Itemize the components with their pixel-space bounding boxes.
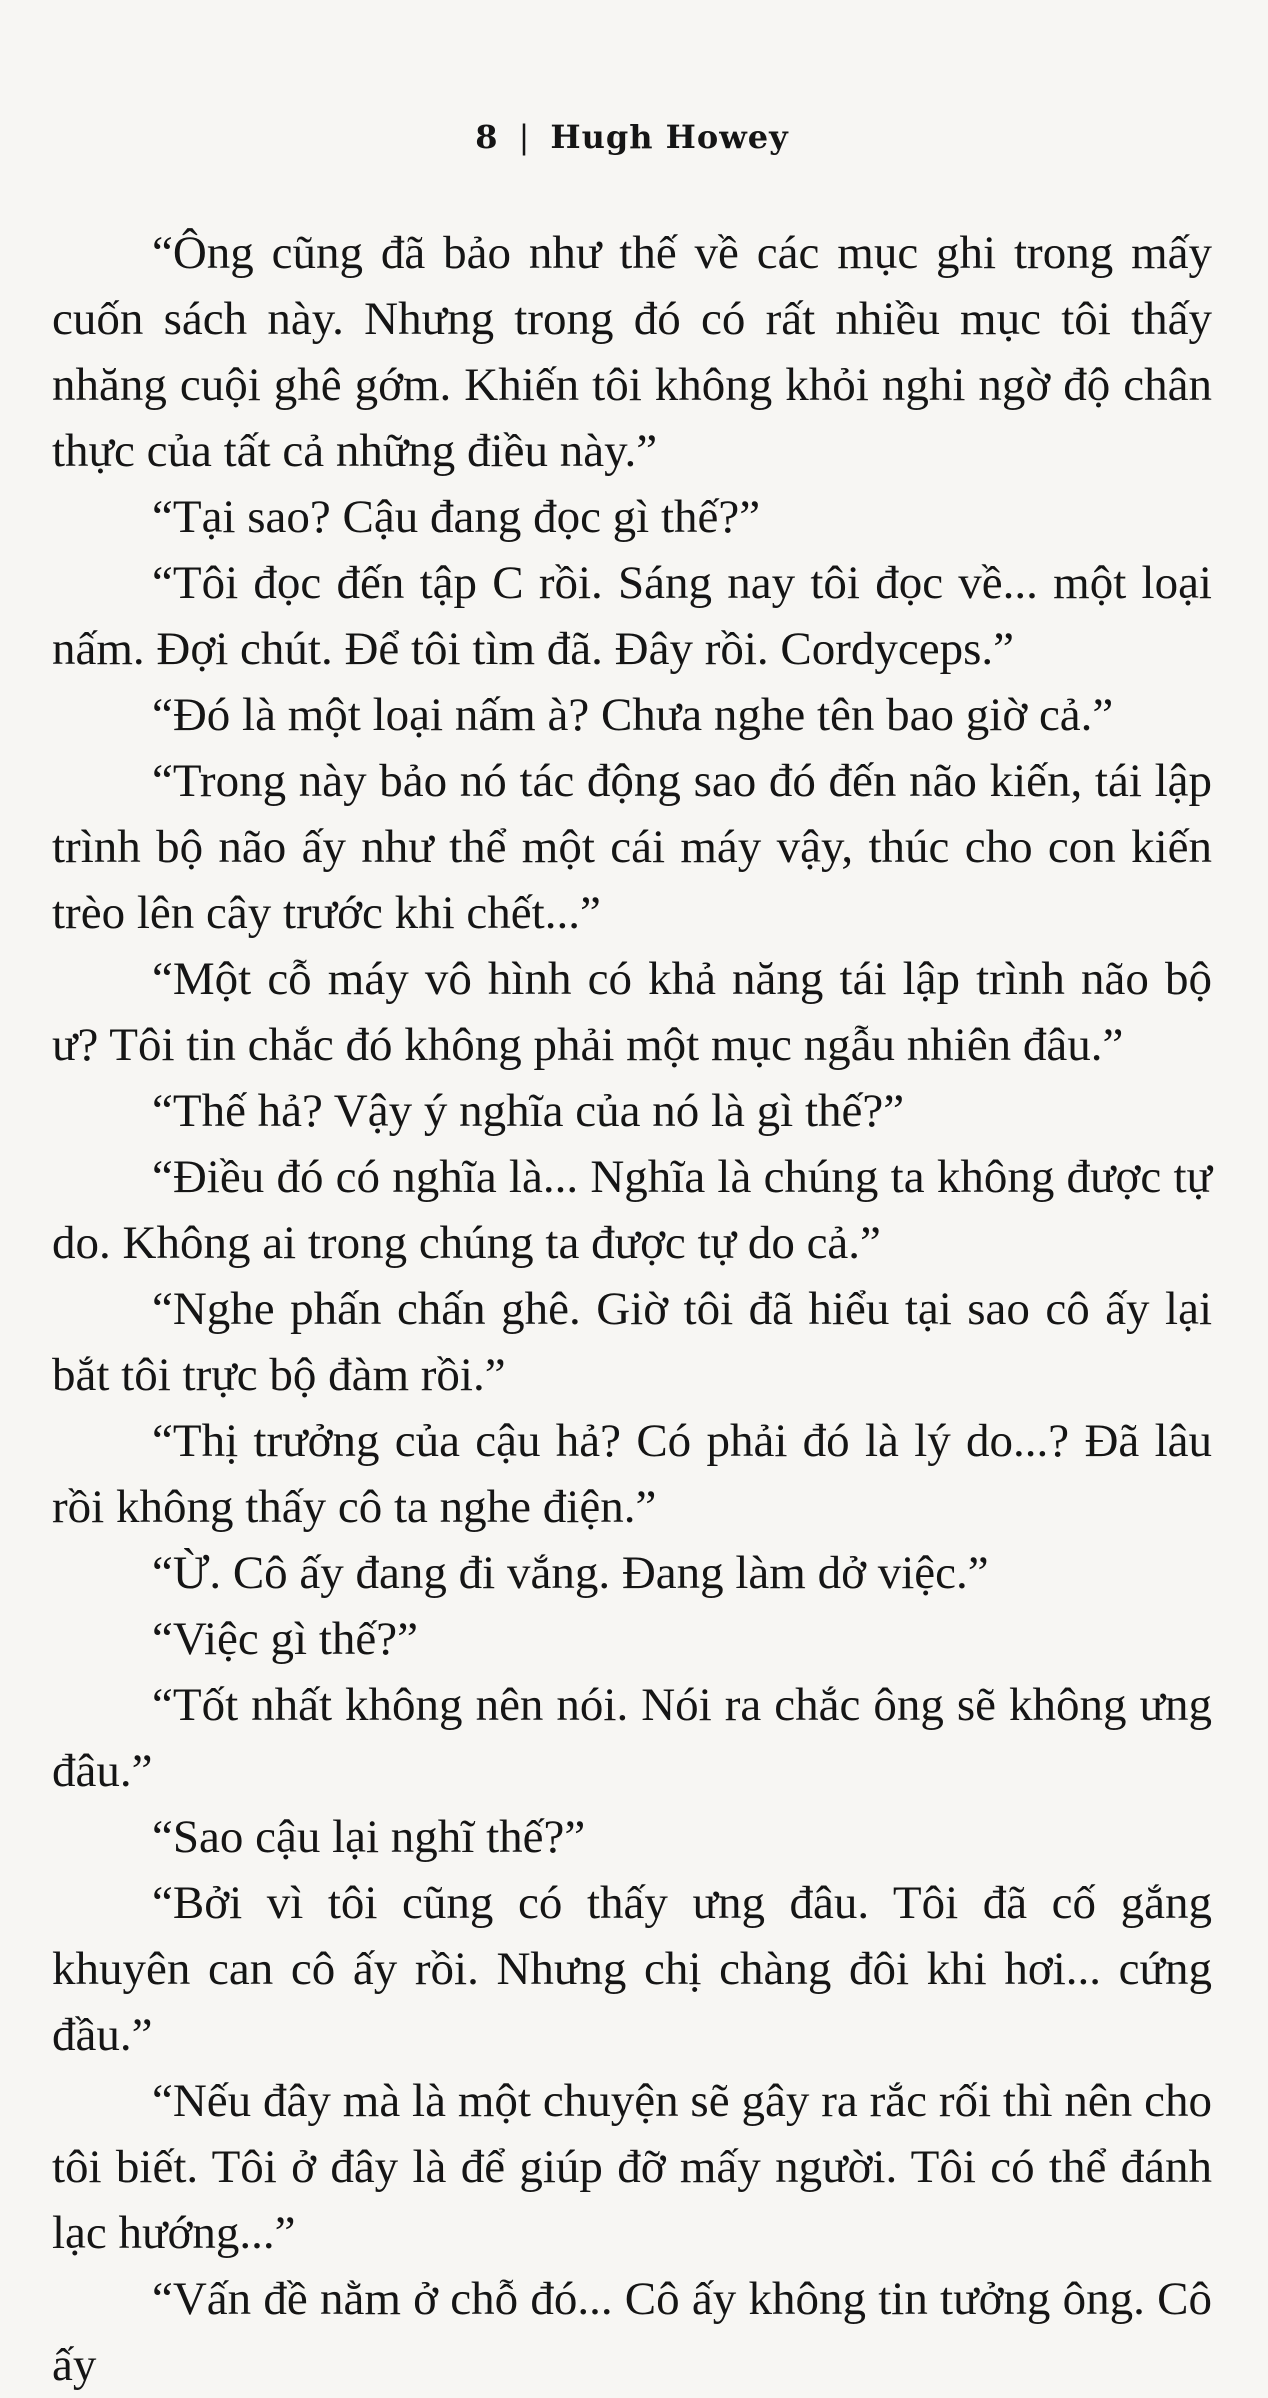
body-text (52, 220, 1212, 2398)
paragraph: “Đó là một loại nấm à? Chưa nghe tên bao giờ cả.” (152, 689, 1114, 741)
paragraph: “Ừ. Cô ấy đang đi vắng. Đang làm dở việc.” (152, 1547, 989, 1599)
paragraph: “Tôi đọc đến tập C rồi. Sáng nay tôi đọc về... một loại nấm. Đợi chút. Để tôi tìm đã. Đây rồi. Cordyceps.” (52, 557, 1212, 675)
header-separator: | (518, 118, 531, 156)
paragraph: “Sao cậu lại nghĩ thế?” (152, 1811, 586, 1863)
paragraph: “Tại sao? Cậu đang đọc gì thế?” (152, 491, 761, 543)
running-header (52, 108, 1212, 166)
paragraph: “Thế hả? Vậy ý nghĩa của nó là gì thế?” (152, 1085, 905, 1137)
paragraph: “Một cỗ máy vô hình có khả năng tái lập trình não bộ ư? Tôi tin chắc đó không phải một mục ngẫu nhiên đâu.” (52, 953, 1212, 1071)
author-name: Hugh Howey (550, 118, 789, 156)
paragraph: “Bởi vì tôi cũng có thấy ưng đâu. Tôi đã cố gắng khuyên can cô ấy rồi. Nhưng chị chàng đôi khi hơi... cứng đầu.” (52, 1877, 1212, 2061)
page-number: 8 (475, 118, 499, 156)
paragraph: “Việc gì thế?” (152, 1613, 418, 1665)
paragraph: “Tốt nhất không nên nói. Nói ra chắc ông sẽ không ưng đâu.” (52, 1679, 1212, 1797)
paragraph: “Điều đó có nghĩa là... Nghĩa là chúng ta không được tự do. Không ai trong chúng ta được tự do cả.” (52, 1151, 1212, 1269)
paragraph: “Thị trưởng của cậu hả? Có phải đó là lý do...? Đã lâu rồi không thấy cô ta nghe điện.” (52, 1415, 1212, 1533)
paragraph: “Nếu đây mà là một chuyện sẽ gây ra rắc rối thì nên cho tôi biết. Tôi ở đây là để giúp đỡ mấy người. Tôi có thể đánh lạc hướng...” (52, 2075, 1212, 2259)
paragraph: “Vấn đề nằm ở chỗ đó... Cô ấy không tin tưởng ông. Cô ấy (52, 2273, 1212, 2391)
paragraph: “Nghe phấn chấn ghê. Giờ tôi đã hiểu tại sao cô ấy lại bắt tôi trực bộ đàm rồi.” (52, 1283, 1212, 1401)
paragraph: “Trong này bảo nó tác động sao đó đến não kiến, tái lập trình bộ não ấy như thể một cái máy vậy, thúc cho con kiến trèo lên cây trước khi chết...” (52, 755, 1212, 939)
paragraph: “Ông cũng đã bảo như thế về các mục ghi trong mấy cuốn sách này. Nhưng trong đó có rất nhiều mục tôi thấy nhăng cuội ghê gớm. Khiến tôi không khỏi nghi ngờ độ chân thực của tất cả những điều này.” (52, 227, 1212, 477)
